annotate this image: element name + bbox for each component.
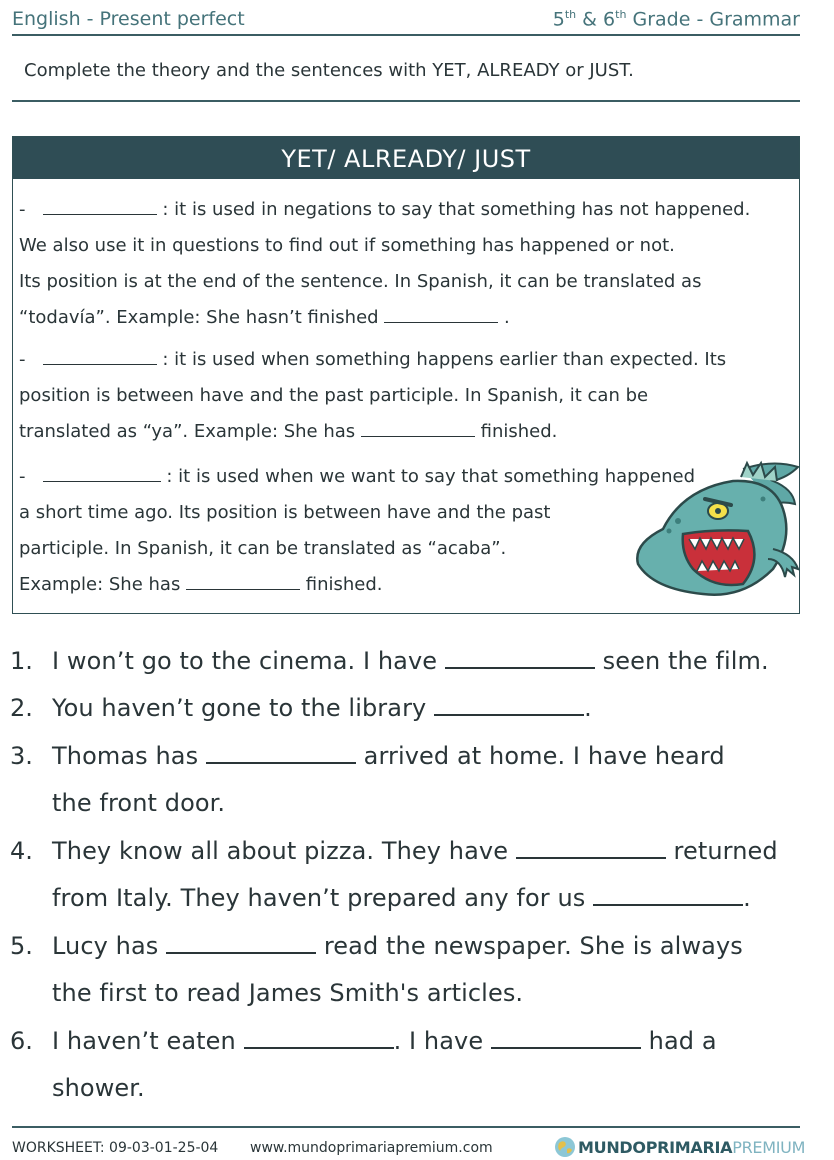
- exercise-4-blank-1[interactable]: [516, 838, 666, 859]
- page-header: [12, 4, 800, 36]
- theory-box: [12, 136, 800, 614]
- theory-just-blank[interactable]: [43, 467, 161, 482]
- theory-yet-line-1: - : it is used in negations to say that something has not happened.: [19, 199, 751, 220]
- theory-yet-line-4: “todavía”. Example: She hasn’t finished .: [19, 307, 510, 328]
- exercise-1-number: 1.: [10, 647, 33, 675]
- theory-already-blank[interactable]: [43, 350, 157, 365]
- theory-just-line-1: - : it is used when we want to say that something happened: [19, 466, 696, 487]
- exercise-4-number: 4.: [10, 837, 33, 865]
- exercise-3-number: 3.: [10, 742, 33, 770]
- theory-just-line-2: a short time ago. Its position is between have and the past: [19, 502, 551, 523]
- exercise-2-blank[interactable]: [434, 695, 584, 716]
- exercise-5-line-1: Lucy has read the newspaper. She is always: [52, 932, 743, 960]
- header-grade: 5th & 6th Grade - Grammar: [552, 7, 800, 31]
- theory-already-line-2: position is between have and the past participle. In Spanish, it can be: [19, 385, 649, 406]
- worksheet-code: WORKSHEET: 09-03-01-25-04: [12, 1140, 219, 1156]
- exercise-1-blank[interactable]: [445, 648, 595, 669]
- dinosaur-icon: [623, 459, 803, 609]
- exercise-3-blank[interactable]: [206, 743, 356, 764]
- theory-already-line-1: - : it is used when something happens earlier than expected. Its: [19, 349, 727, 370]
- header-subject: English - Present perfect: [12, 8, 245, 30]
- instruction: Complete the theory and the sentences with YET, ALREADY or JUST.: [12, 52, 800, 102]
- theory-yet-line-2: We also use it in questions to find out if something has happened or not.: [19, 235, 675, 256]
- exercise-6-line-2: shower.: [52, 1074, 145, 1102]
- page-footer: [12, 1126, 806, 1160]
- exercise-2-number: 2.: [10, 694, 33, 722]
- globe-icon: [554, 1136, 576, 1158]
- theory-already-example-blank[interactable]: [361, 422, 475, 437]
- exercise-5-line-2: the first to read James Smith's articles.: [52, 979, 524, 1007]
- exercise-4-blank-2[interactable]: [593, 885, 743, 906]
- theory-just-line-4: Example: She has finished.: [19, 574, 383, 595]
- exercise-6-blank-2[interactable]: [491, 1028, 641, 1049]
- theory-yet-line-3: Its position is at the end of the sentence. In Spanish, it can be translated as: [19, 271, 702, 292]
- exercise-5-number: 5.: [10, 932, 33, 960]
- exercise-6-blank-1[interactable]: [244, 1028, 394, 1049]
- theory-just-line-3: participle. In Spanish, it can be translated as “acaba”.: [19, 538, 507, 559]
- exercise-3-line-2: the front door.: [52, 789, 226, 817]
- exercise-6-number: 6.: [10, 1027, 33, 1055]
- theory-title: YET/ ALREADY/ JUST: [13, 137, 799, 179]
- exercise-4-line-2: from Italy. They haven’t prepared any for us .: [52, 884, 751, 912]
- exercise-3-line-1: Thomas has arrived at home. I have heard: [52, 742, 725, 770]
- website-link[interactable]: www.mundoprimariapremium.com: [250, 1140, 493, 1156]
- exercise-6-line-1: I haven’t eaten . I have had a: [52, 1027, 717, 1055]
- exercise-1-line-1: I won’t go to the cinema. I have seen the film.: [52, 647, 769, 675]
- exercise-5-blank[interactable]: [166, 933, 316, 954]
- brand-logo: MUNDO PRIMARIA PREMIUM: [554, 1136, 805, 1158]
- exercise-2-line-1: You haven’t gone to the library .: [52, 694, 592, 722]
- theory-yet-blank[interactable]: [43, 200, 157, 215]
- exercise-4-line-1: They know all about pizza. They have returned: [52, 837, 778, 865]
- theory-just-example-blank[interactable]: [186, 575, 300, 590]
- theory-yet-example-blank[interactable]: [384, 308, 498, 323]
- theory-already-line-3: translated as “ya”. Example: She has finished.: [19, 421, 558, 442]
